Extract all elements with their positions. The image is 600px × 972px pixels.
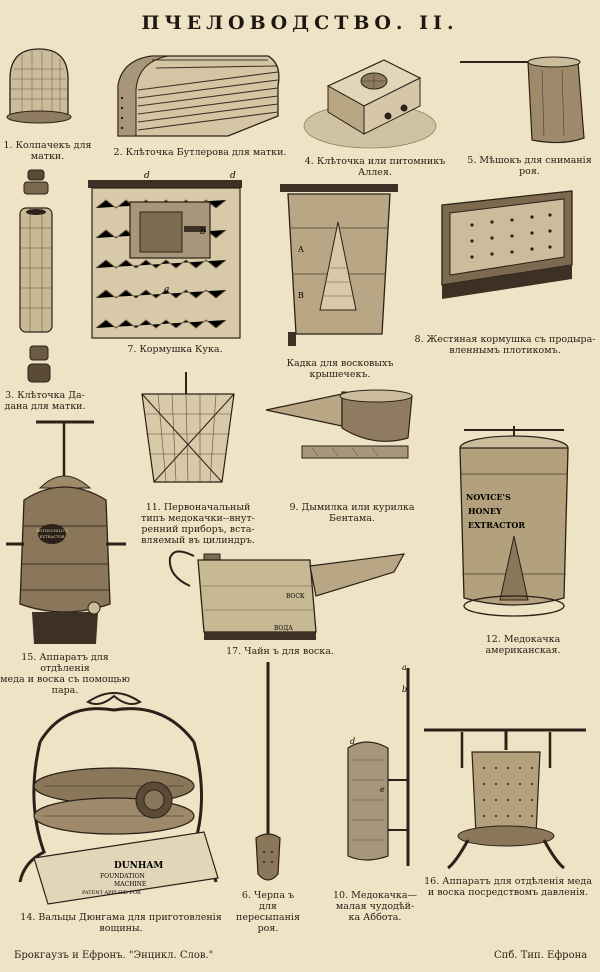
early-extractor-figure	[138, 370, 242, 488]
cook-label-d1: d	[144, 171, 150, 181]
swarm-dipper-figure	[246, 660, 286, 888]
abbott-label-d: d	[350, 737, 356, 746]
cappings-tub-figure	[278, 178, 402, 354]
alley-nursery-figure	[300, 48, 440, 158]
caption-16: 16. Аппаратъ для отдѣленія меда и воска посредствомъ давленія.	[424, 876, 592, 898]
queen-cap-figure	[2, 45, 76, 125]
teapot-water-tag: ВОДА	[274, 625, 293, 632]
dunham-rolls-figure	[4, 682, 230, 908]
caption-10: 10. Медокачка— малая чудодѣй- ка Абботa.	[332, 890, 418, 923]
extractor-label-line1: NOVICE'S	[466, 492, 511, 502]
publisher-footer: Брокгаузъ и Ефронъ. "Энцикл. Слов."	[14, 950, 214, 961]
caption-3: 3. Клѣточка Да- дана для матки.	[4, 390, 86, 412]
cook-label-d2: d	[230, 171, 236, 181]
steam-separator-figure	[2, 414, 130, 648]
cook-feeder-figure	[84, 168, 264, 344]
kadka-label-a: A	[298, 245, 304, 254]
american-extractor-figure	[448, 424, 578, 626]
butlerov-cage-figure	[108, 46, 284, 142]
caption-12: 12. Медокачка американская.	[485, 634, 561, 656]
swarm-bag-figure	[458, 52, 590, 148]
bentham-smoker-figure	[262, 384, 418, 482]
printer-footer: Спб. Тип. Ефрона	[494, 950, 588, 961]
caption-2: 2. Клѣточка Бутлерова для матки.	[113, 147, 287, 158]
caption-14: 14. Вальцы Дюнгама для приготовленія вощины.	[20, 912, 222, 934]
rolls-label-line4: PATENT APPLIED FOR	[82, 890, 141, 896]
abbott-label-b: b	[402, 685, 408, 694]
cook-label-b: b	[200, 227, 206, 237]
caption-17: 17. Чайн ъ для воска.	[226, 646, 334, 657]
rolls-label-line2: FOUNDATION	[100, 873, 145, 880]
caption-tub: Кадка для восковыхъ крышечекъ.	[286, 358, 394, 380]
caption-5: 5. Мѣшокъ для сниманія роя.	[467, 155, 592, 177]
boiler-plate-line2: EXTRACTOR	[39, 534, 65, 539]
wax-teapot-figure	[168, 546, 408, 644]
abbott-label-a: a	[402, 663, 407, 672]
caption-8: 8. Жестяная кормушка съ продыра- вленнымъ плотикомъ.	[414, 334, 596, 356]
cook-label-a: a	[164, 285, 170, 295]
extractor-label-line3: EXTRACTOR	[468, 520, 526, 530]
caption-11: 11. Первоначальный типъ медокачки--внут- ренний приборъ, вста- вляемый въ цилиндръ.	[141, 502, 255, 546]
dadant-cage-figure	[6, 168, 72, 390]
caption-7: 7. Кормушка Кука.	[127, 344, 223, 355]
tin-feeder-figure	[432, 185, 582, 301]
plate-title: ПЧЕЛОВОДСТВО. II.	[141, 12, 459, 34]
abbott-extractor-figure	[336, 660, 426, 872]
boiler-plate-line1: ROTHSCHILD'S	[36, 528, 68, 533]
extractor-label-line2: HONEY	[468, 506, 502, 516]
rolls-label-line1: DUNHAM	[114, 861, 164, 871]
abbott-label-e: e	[380, 785, 385, 794]
caption-6: 6. Черпа ъ для пересыпанія роя.	[236, 890, 300, 934]
caption-15: 15. Аппаратъ для отдѣленія меда и воска съ помощью пара.	[0, 652, 130, 696]
caption-9: 9. Дымилка или курилка Бентама.	[289, 502, 415, 524]
caption-4: 4. Клѣточка или питомникъ Аллея.	[304, 156, 446, 178]
kadka-label-b: B	[298, 291, 304, 300]
caption-1: 1. Колпачекъ для матки.	[3, 140, 92, 162]
pressure-separator-figure	[422, 722, 588, 872]
rolls-label-line3: MACHINE	[114, 881, 147, 888]
teapot-wax-tag: ВОСК	[286, 593, 305, 600]
